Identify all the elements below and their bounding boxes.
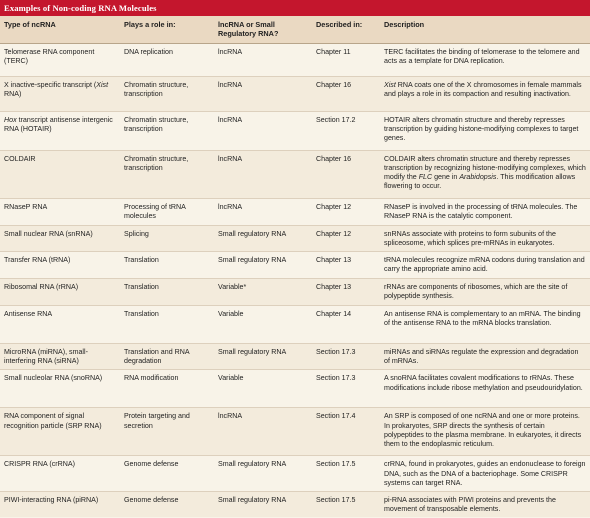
cell-type: Small nucleolar RNA (snoRNA) [0,370,120,408]
cell-class: lncRNA [214,111,312,150]
cell-class: lncRNA [214,76,312,111]
cell-type: Ribosomal RNA (rRNA) [0,278,120,305]
cell-description: An SRP is composed of one ncRNA and one or more proteins. In prokaryotes, SRP directs the synthesis of certain polypeptides to the plasma membrane. In eukaryotes, it directs them to the endoplasmic reticulum. [380,408,590,456]
table-title: Examples of Non-coding RNA Molecules [0,0,590,16]
text-segment: . This modification allows flowering to occur. [384,172,576,191]
header-described: Described in: [312,16,380,43]
cell-described: Section 17.5 [312,456,380,492]
text-segment: X inactive-specific transcript ( [4,80,97,89]
table-row [0,225,590,251]
cell-role: Splicing [120,225,214,251]
text-segment: RNA) [4,89,22,98]
cell-role: Translation [120,278,214,305]
header-description: Description [380,16,590,43]
cell-description: TERC facilitates the binding of telomerase to the telomere and acts as a template for DNA replication. [380,43,590,76]
cell-described: Chapter 16 [312,150,380,198]
cell-described: Chapter 12 [312,198,380,225]
table-row [0,150,590,198]
cell-type [0,111,120,150]
header-role: Plays a role in: [120,16,214,43]
cell-description: pi-RNA associates with PIWI proteins and prevents the movement of transposable elements. [380,491,590,517]
cell-role: Translation [120,305,214,343]
cell-described: Section 17.2 [312,111,380,150]
cell-type: MicroRNA (miRNA), small-interfering RNA (siRNA) [0,343,120,369]
table-row [0,278,590,305]
cell-description: RNaseP is involved in the processing of tRNA molecules. The RNaseP RNA is the catalytic component. [380,198,590,225]
cell-role: Genome defense [120,456,214,492]
cell-role: Genome defense [120,491,214,517]
cell-described: Chapter 11 [312,43,380,76]
table-row [0,111,590,150]
cell-described: Chapter 13 [312,278,380,305]
cell-class: Variable* [214,278,312,305]
cell-class: Small regulatory RNA [214,251,312,278]
text-segment: RNA coats one of the X chromosomes in female mammals and plays a role in its compaction and resulting inactivation. [384,80,582,98]
cell-description: tRNA molecules recognize mRNA codons during translation and carry the appropriate amino acid. [380,251,590,278]
cell-type: Telomerase RNA component (TERC) [0,43,120,76]
cell-type: RNaseP RNA [0,198,120,225]
cell-type: Small nuclear RNA (snRNA) [0,225,120,251]
table-row [0,408,590,456]
cell-described: Section 17.3 [312,343,380,369]
cell-type: Transfer RNA (tRNA) [0,251,120,278]
table-row [0,76,590,111]
cell-role: Translation [120,251,214,278]
text-segment: gene in [432,172,460,181]
cell-class: Small regulatory RNA [214,456,312,492]
cell-type: CRISPR RNA (crRNA) [0,456,120,492]
cell-description: crRNA, found in prokaryotes, guides an endonuclease to foreign DNA, such as the DNA of a bacteriophage. Some CRISPR systems can target RNA. [380,456,590,492]
cell-role: Protein targeting and secretion [120,408,214,456]
cell-described: Chapter 14 [312,305,380,343]
cell-described: Chapter 16 [312,76,380,111]
cell-class: Small regulatory RNA [214,491,312,517]
cell-role: Chromatin structure, transcription [120,76,214,111]
cell-class: lncRNA [214,198,312,225]
cell-description: snRNAs associate with proteins to form subunits of the spliceosome, which splices pre-mRNAs in eukaryotes. [380,225,590,251]
cell-description: miRNAs and siRNAs regulate the expression and degradation of mRNAs. [380,343,590,369]
table-header [0,16,590,43]
cell-class: lncRNA [214,43,312,76]
table-row [0,43,590,76]
header-type: Type of ncRNA [0,16,120,43]
cell-class: Small regulatory RNA [214,343,312,369]
cell-role: Translation and RNA degradation [120,343,214,369]
cell-description: HOTAIR alters chromatin structure and thereby represses transcription by guiding histone-modifying complexes to target genes. [380,111,590,150]
cell-role: DNA replication [120,43,214,76]
cell-described: Section 17.5 [312,491,380,517]
cell-described: Chapter 12 [312,225,380,251]
cell-description: rRNAs are components of ribosomes, which are the site of polypeptide synthesis. [380,278,590,305]
table-row [0,491,590,517]
header-row [0,16,590,43]
text-segment: Arabidopsis [459,172,497,181]
text-segment: Hox [4,115,17,124]
header-class: lncRNA or Small Regulatory RNA? [214,16,312,43]
text-segment: COLDAIR alters chromatin structure and thereby represses transcription by recognizing histone-modifying complexes, which modify the [384,154,586,181]
table-row [0,370,590,408]
cell-described: Section 17.4 [312,408,380,456]
text-segment: transcript antisense intergenic RNA (HOTAIR) [4,115,113,133]
cell-role: Chromatin structure, transcription [120,150,214,198]
cell-description: A snoRNA facilitates covalent modifications to rRNAs. These modifications include ribose methylation and pseudouridylation. [380,370,590,408]
cell-class: Variable [214,370,312,408]
table-row [0,198,590,225]
cell-described: Chapter 13 [312,251,380,278]
cell-class: Variable [214,305,312,343]
text-segment: Xist [96,80,109,89]
table-row [0,251,590,278]
cell-class: lncRNA [214,408,312,456]
cell-type: COLDAIR [0,150,120,198]
table-row [0,305,590,343]
cell-role: Chromatin structure, transcription [120,111,214,150]
ncrna-table [0,16,590,517]
cell-role: RNA modification [120,370,214,408]
text-segment: FLC [418,172,433,181]
cell-type: Antisense RNA [0,305,120,343]
cell-description [380,150,590,198]
cell-type [0,76,120,111]
cell-type: RNA component of signal recognition particle (SRP RNA) [0,408,120,456]
table-row [0,343,590,369]
cell-type: PIWI-interacting RNA (piRNA) [0,491,120,517]
cell-description: An antisense RNA is complementary to an mRNA. The binding of the antisense RNA to the mRNA blocks translation. [380,305,590,343]
cell-description [380,76,590,111]
cell-class: Small regulatory RNA [214,225,312,251]
text-segment: Xist [384,80,396,89]
cell-role: Processing of tRNA molecules [120,198,214,225]
table-row [0,456,590,492]
cell-described: Section 17.3 [312,370,380,408]
cell-class: lncRNA [214,150,312,198]
table-body [0,43,590,517]
